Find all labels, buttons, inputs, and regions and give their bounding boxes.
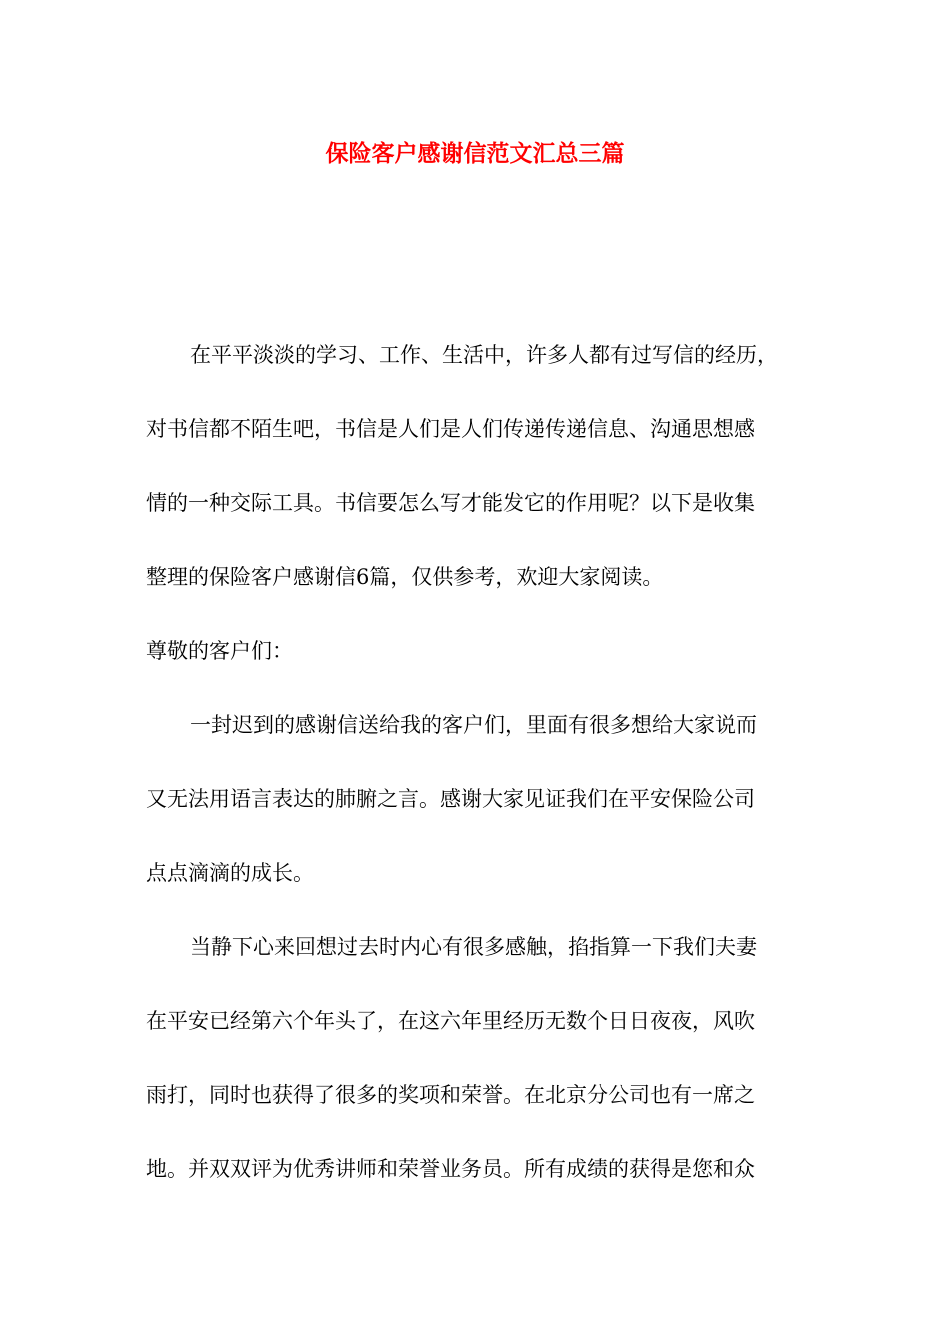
text-line: 当静下心来回想过去时内心有很多感触，掐指算一下我们夫妻 [190,935,757,959]
document-title: 保险客户感谢信范文汇总三篇 [325,140,625,167]
body-paragraph [146,688,818,910]
text-line: 在平安已经第六个年头了，在这六年里经历无数个日日夜夜，风吹 [146,1009,755,1033]
text-line: 雨打，同时也获得了很多的奖项和荣誉。在北京分公司也有一席之 [146,1083,755,1107]
document-body [146,318,818,1206]
text-line: 尊敬的客户们： [146,639,293,663]
text-line: 对书信都不陌生吧，书信是人们是人们传递传递信息、沟通思想感 [146,417,755,441]
text-line: 又无法用语言表达的肺腑之言。感谢大家见证我们在平安保险公司 [146,787,755,811]
text-line: 在平平淡淡的学习、工作、生活中，许多人都有过写信的经历， [190,343,778,367]
intro-paragraph [146,318,818,614]
text-line: 点点滴滴的成长。 [146,861,314,885]
text-line: 一封迟到的感谢信送给我的客户们，里面有很多想给大家说而 [190,713,757,737]
salutation [146,614,818,688]
body-paragraph [146,910,818,1206]
text-line: 情的一种交际工具。书信要怎么写才能发它的作用呢？以下是收集 [146,491,755,515]
text-line: 整理的保险客户感谢信6篇，仅供参考，欢迎大家阅读。 [146,565,664,589]
text-line: 地。并双双评为优秀讲师和荣誉业务员。所有成绩的获得是您和众 [146,1157,755,1181]
